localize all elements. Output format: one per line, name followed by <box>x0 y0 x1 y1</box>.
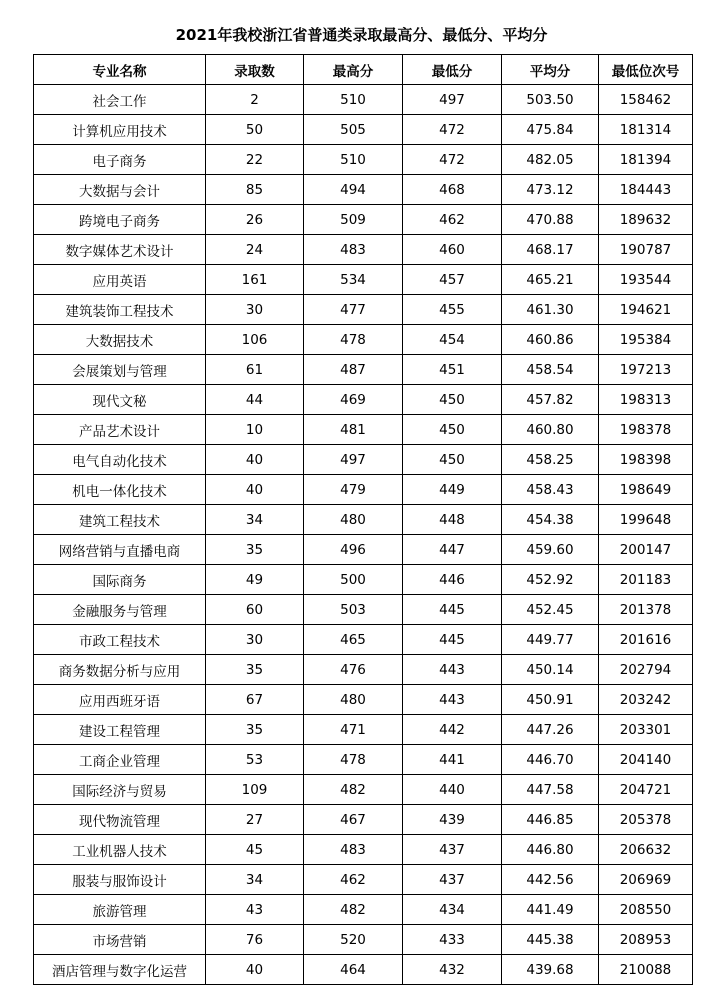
admitted-count-cell: 30 <box>206 625 304 655</box>
min-rank-cell: 204721 <box>599 775 693 805</box>
table-row <box>34 445 693 475</box>
admitted-count-cell: 67 <box>206 685 304 715</box>
admitted-count-cell: 61 <box>206 355 304 385</box>
table-row <box>34 475 693 505</box>
admitted-count-cell: 53 <box>206 745 304 775</box>
max-score-cell: 510 <box>304 85 403 115</box>
table-row <box>34 715 693 745</box>
average-score-cell: 452.92 <box>502 565 599 595</box>
admitted-count-cell: 35 <box>206 655 304 685</box>
max-score-cell: 482 <box>304 895 403 925</box>
major-name-cell: 跨境电子商务 <box>34 205 206 235</box>
major-name-cell: 产品艺术设计 <box>34 415 206 445</box>
average-score-cell: 446.70 <box>502 745 599 775</box>
max-score-cell: 462 <box>304 865 403 895</box>
max-score-cell: 510 <box>304 145 403 175</box>
major-name-cell: 建筑装饰工程技术 <box>34 295 206 325</box>
major-name-cell: 市政工程技术 <box>34 625 206 655</box>
min-rank-cell: 198398 <box>599 445 693 475</box>
min-rank-cell: 204140 <box>599 745 693 775</box>
major-name-cell: 旅游管理 <box>34 895 206 925</box>
min-rank-cell: 181394 <box>599 145 693 175</box>
average-score-cell: 458.25 <box>502 445 599 475</box>
max-score-cell: 503 <box>304 595 403 625</box>
admitted-count-cell: 85 <box>206 175 304 205</box>
min-rank-cell: 208953 <box>599 925 693 955</box>
min-score-cell: 447 <box>403 535 502 565</box>
table-row <box>34 865 693 895</box>
max-score-cell: 534 <box>304 265 403 295</box>
admitted-count-cell: 40 <box>206 445 304 475</box>
admitted-count-cell: 40 <box>206 955 304 985</box>
min-score-cell: 455 <box>403 295 502 325</box>
admitted-count-cell: 35 <box>206 715 304 745</box>
table-row <box>34 685 693 715</box>
min-score-cell: 443 <box>403 685 502 715</box>
major-name-cell: 建设工程管理 <box>34 715 206 745</box>
min-rank-cell: 190787 <box>599 235 693 265</box>
major-name-cell: 酒店管理与数字化运营 <box>34 955 206 985</box>
header-min-rank: 最低位次号 <box>599 55 693 85</box>
table-row <box>34 955 693 985</box>
major-name-cell: 应用英语 <box>34 265 206 295</box>
min-rank-cell: 206632 <box>599 835 693 865</box>
admitted-count-cell: 40 <box>206 475 304 505</box>
admitted-count-cell: 34 <box>206 505 304 535</box>
max-score-cell: 483 <box>304 835 403 865</box>
table-row <box>34 145 693 175</box>
header-max-score: 最高分 <box>304 55 403 85</box>
major-name-cell: 计算机应用技术 <box>34 115 206 145</box>
admitted-count-cell: 45 <box>206 835 304 865</box>
admitted-count-cell: 27 <box>206 805 304 835</box>
major-name-cell: 金融服务与管理 <box>34 595 206 625</box>
max-score-cell: 464 <box>304 955 403 985</box>
min-score-cell: 440 <box>403 775 502 805</box>
min-score-cell: 442 <box>403 715 502 745</box>
major-name-cell: 应用西班牙语 <box>34 685 206 715</box>
max-score-cell: 476 <box>304 655 403 685</box>
admitted-count-cell: 30 <box>206 295 304 325</box>
min-rank-cell: 194621 <box>599 295 693 325</box>
major-name-cell: 工业机器人技术 <box>34 835 206 865</box>
min-score-cell: 432 <box>403 955 502 985</box>
min-score-cell: 448 <box>403 505 502 535</box>
min-score-cell: 497 <box>403 85 502 115</box>
average-score-cell: 470.88 <box>502 205 599 235</box>
major-name-cell: 机电一体化技术 <box>34 475 206 505</box>
admitted-count-cell: 49 <box>206 565 304 595</box>
table-row <box>34 85 693 115</box>
table-row <box>34 535 693 565</box>
average-score-cell: 482.05 <box>502 145 599 175</box>
min-rank-cell: 201183 <box>599 565 693 595</box>
major-name-cell: 建筑工程技术 <box>34 505 206 535</box>
table-row <box>34 235 693 265</box>
min-rank-cell: 206969 <box>599 865 693 895</box>
max-score-cell: 509 <box>304 205 403 235</box>
admitted-count-cell: 43 <box>206 895 304 925</box>
average-score-cell: 459.60 <box>502 535 599 565</box>
major-name-cell: 数字媒体艺术设计 <box>34 235 206 265</box>
admitted-count-cell: 10 <box>206 415 304 445</box>
major-name-cell: 商务数据分析与应用 <box>34 655 206 685</box>
table-row <box>34 925 693 955</box>
average-score-cell: 441.49 <box>502 895 599 925</box>
admitted-count-cell: 161 <box>206 265 304 295</box>
major-name-cell: 国际经济与贸易 <box>34 775 206 805</box>
header-major-name: 专业名称 <box>34 55 206 85</box>
max-score-cell: 479 <box>304 475 403 505</box>
average-score-cell: 454.38 <box>502 505 599 535</box>
table-row <box>34 595 693 625</box>
min-rank-cell: 195384 <box>599 325 693 355</box>
max-score-cell: 520 <box>304 925 403 955</box>
min-rank-cell: 193544 <box>599 265 693 295</box>
admitted-count-cell: 60 <box>206 595 304 625</box>
max-score-cell: 469 <box>304 385 403 415</box>
average-score-cell: 503.50 <box>502 85 599 115</box>
admitted-count-cell: 34 <box>206 865 304 895</box>
min-rank-cell: 203242 <box>599 685 693 715</box>
min-score-cell: 468 <box>403 175 502 205</box>
max-score-cell: 500 <box>304 565 403 595</box>
min-score-cell: 439 <box>403 805 502 835</box>
max-score-cell: 480 <box>304 505 403 535</box>
table-header-row <box>34 55 693 85</box>
max-score-cell: 477 <box>304 295 403 325</box>
admitted-count-cell: 26 <box>206 205 304 235</box>
average-score-cell: 442.56 <box>502 865 599 895</box>
major-name-cell: 电气自动化技术 <box>34 445 206 475</box>
min-score-cell: 450 <box>403 385 502 415</box>
average-score-cell: 460.80 <box>502 415 599 445</box>
table-row <box>34 295 693 325</box>
min-score-cell: 434 <box>403 895 502 925</box>
table-row <box>34 175 693 205</box>
average-score-cell: 449.77 <box>502 625 599 655</box>
min-rank-cell: 205378 <box>599 805 693 835</box>
min-score-cell: 445 <box>403 625 502 655</box>
table-row <box>34 805 693 835</box>
major-name-cell: 服装与服饰设计 <box>34 865 206 895</box>
min-rank-cell: 202794 <box>599 655 693 685</box>
admitted-count-cell: 50 <box>206 115 304 145</box>
max-score-cell: 496 <box>304 535 403 565</box>
average-score-cell: 460.86 <box>502 325 599 355</box>
major-name-cell: 工商企业管理 <box>34 745 206 775</box>
min-rank-cell: 198649 <box>599 475 693 505</box>
average-score-cell: 457.82 <box>502 385 599 415</box>
average-score-cell: 458.43 <box>502 475 599 505</box>
min-rank-cell: 181314 <box>599 115 693 145</box>
average-score-cell: 461.30 <box>502 295 599 325</box>
min-score-cell: 433 <box>403 925 502 955</box>
min-score-cell: 441 <box>403 745 502 775</box>
table-row <box>34 505 693 535</box>
admission-scores-table <box>33 54 693 985</box>
admitted-count-cell: 44 <box>206 385 304 415</box>
max-score-cell: 471 <box>304 715 403 745</box>
admitted-count-cell: 109 <box>206 775 304 805</box>
min-score-cell: 462 <box>403 205 502 235</box>
min-score-cell: 450 <box>403 445 502 475</box>
min-rank-cell: 201616 <box>599 625 693 655</box>
major-name-cell: 网络营销与直播电商 <box>34 535 206 565</box>
table-row <box>34 835 693 865</box>
average-score-cell: 439.68 <box>502 955 599 985</box>
average-score-cell: 475.84 <box>502 115 599 145</box>
admitted-count-cell: 106 <box>206 325 304 355</box>
major-name-cell: 国际商务 <box>34 565 206 595</box>
min-score-cell: 450 <box>403 415 502 445</box>
average-score-cell: 458.54 <box>502 355 599 385</box>
table-row <box>34 745 693 775</box>
table-row <box>34 205 693 235</box>
min-rank-cell: 189632 <box>599 205 693 235</box>
average-score-cell: 450.91 <box>502 685 599 715</box>
max-score-cell: 478 <box>304 745 403 775</box>
min-score-cell: 460 <box>403 235 502 265</box>
major-name-cell: 大数据与会计 <box>34 175 206 205</box>
min-rank-cell: 197213 <box>599 355 693 385</box>
min-score-cell: 437 <box>403 865 502 895</box>
min-score-cell: 472 <box>403 145 502 175</box>
major-name-cell: 现代物流管理 <box>34 805 206 835</box>
min-rank-cell: 200147 <box>599 535 693 565</box>
admitted-count-cell: 35 <box>206 535 304 565</box>
min-rank-cell: 208550 <box>599 895 693 925</box>
min-score-cell: 446 <box>403 565 502 595</box>
table-row <box>34 385 693 415</box>
min-score-cell: 437 <box>403 835 502 865</box>
average-score-cell: 473.12 <box>502 175 599 205</box>
admitted-count-cell: 22 <box>206 145 304 175</box>
table-row <box>34 625 693 655</box>
max-score-cell: 481 <box>304 415 403 445</box>
average-score-cell: 468.17 <box>502 235 599 265</box>
max-score-cell: 505 <box>304 115 403 145</box>
min-score-cell: 454 <box>403 325 502 355</box>
min-rank-cell: 184443 <box>599 175 693 205</box>
average-score-cell: 446.80 <box>502 835 599 865</box>
major-name-cell: 市场营销 <box>34 925 206 955</box>
min-rank-cell: 201378 <box>599 595 693 625</box>
max-score-cell: 494 <box>304 175 403 205</box>
table-row <box>34 565 693 595</box>
average-score-cell: 452.45 <box>502 595 599 625</box>
page-title: 2021年我校浙江省普通类录取最高分、最低分、平均分 <box>175 26 548 44</box>
min-score-cell: 451 <box>403 355 502 385</box>
major-name-cell: 大数据技术 <box>34 325 206 355</box>
table-row <box>34 355 693 385</box>
average-score-cell: 447.58 <box>502 775 599 805</box>
table-row <box>34 265 693 295</box>
admitted-count-cell: 76 <box>206 925 304 955</box>
max-score-cell: 483 <box>304 235 403 265</box>
max-score-cell: 478 <box>304 325 403 355</box>
table-body <box>34 85 693 985</box>
max-score-cell: 497 <box>304 445 403 475</box>
min-score-cell: 445 <box>403 595 502 625</box>
major-name-cell: 电子商务 <box>34 145 206 175</box>
max-score-cell: 487 <box>304 355 403 385</box>
major-name-cell: 会展策划与管理 <box>34 355 206 385</box>
table-row <box>34 895 693 925</box>
max-score-cell: 465 <box>304 625 403 655</box>
max-score-cell: 480 <box>304 685 403 715</box>
average-score-cell: 465.21 <box>502 265 599 295</box>
min-rank-cell: 199648 <box>599 505 693 535</box>
table-row <box>34 115 693 145</box>
average-score-cell: 446.85 <box>502 805 599 835</box>
admitted-count-cell: 2 <box>206 85 304 115</box>
table-row <box>34 775 693 805</box>
min-score-cell: 457 <box>403 265 502 295</box>
table-row <box>34 325 693 355</box>
admitted-count-cell: 24 <box>206 235 304 265</box>
min-score-cell: 449 <box>403 475 502 505</box>
min-rank-cell: 198378 <box>599 415 693 445</box>
min-rank-cell: 158462 <box>599 85 693 115</box>
table-row <box>34 655 693 685</box>
average-score-cell: 450.14 <box>502 655 599 685</box>
min-rank-cell: 210088 <box>599 955 693 985</box>
major-name-cell: 现代文秘 <box>34 385 206 415</box>
min-score-cell: 443 <box>403 655 502 685</box>
header-average-score: 平均分 <box>502 55 599 85</box>
max-score-cell: 467 <box>304 805 403 835</box>
max-score-cell: 482 <box>304 775 403 805</box>
min-score-cell: 472 <box>403 115 502 145</box>
average-score-cell: 445.38 <box>502 925 599 955</box>
header-admitted-count: 录取数 <box>206 55 304 85</box>
average-score-cell: 447.26 <box>502 715 599 745</box>
header-min-score: 最低分 <box>403 55 502 85</box>
major-name-cell: 社会工作 <box>34 85 206 115</box>
min-rank-cell: 198313 <box>599 385 693 415</box>
table-row <box>34 415 693 445</box>
min-rank-cell: 203301 <box>599 715 693 745</box>
